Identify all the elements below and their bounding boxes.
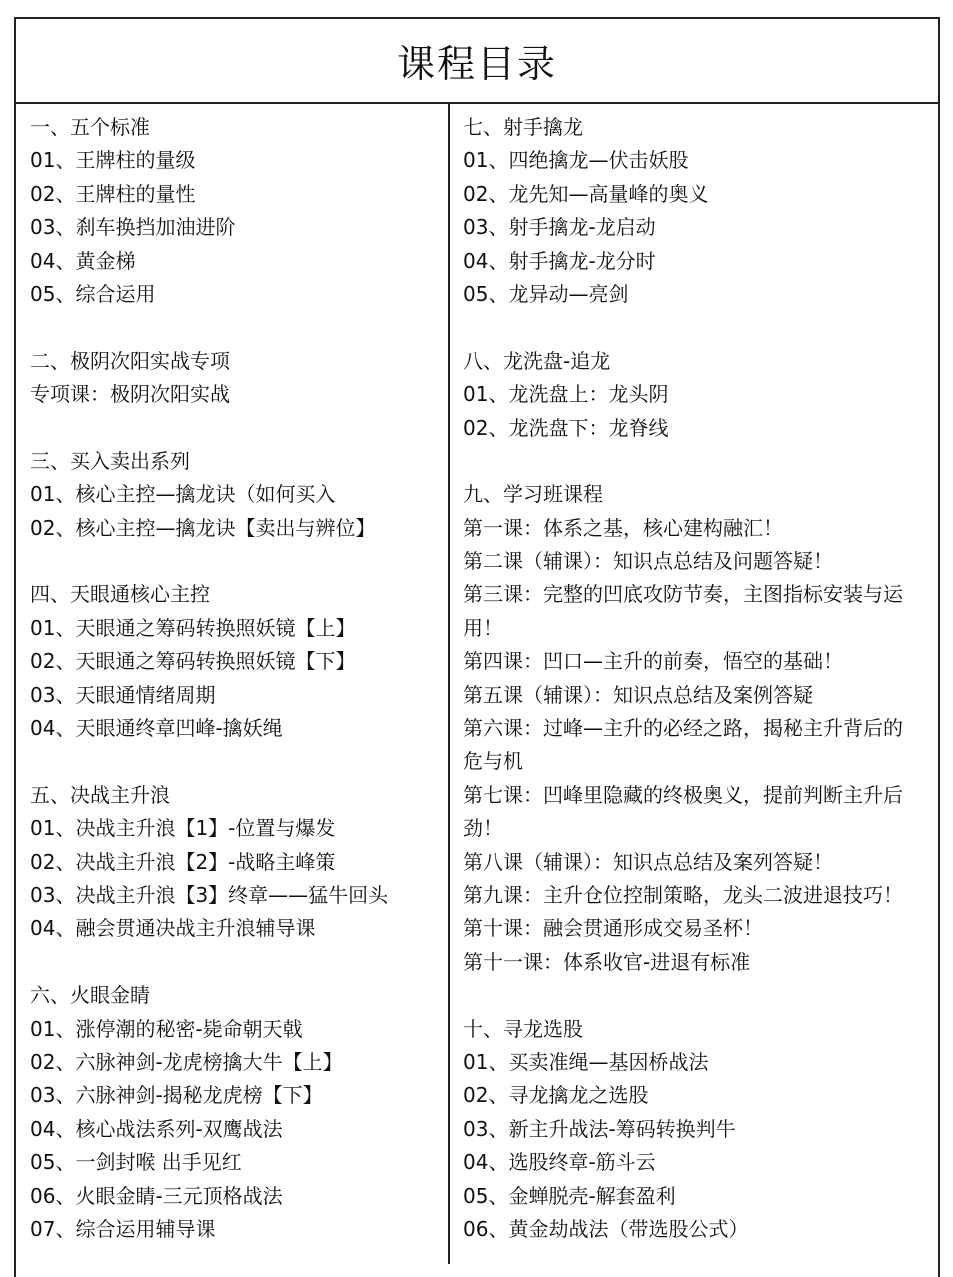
catalog-line: 九、学习班课程 <box>463 482 603 507</box>
catalog-line: 01、天眼通之筹码转换照妖镜【上】 <box>30 615 356 640</box>
spacer <box>463 445 931 478</box>
catalog-line: 七、射手擒龙 <box>463 115 583 139</box>
catalog-line: 02、六脉神剑-龙虎榜擒大牛【上】 <box>30 1049 343 1074</box>
catalog-line: 03、天眼通情绪周期 <box>30 682 216 707</box>
catalog-line: 06、火眼金睛-三元顶格战法 <box>30 1183 283 1208</box>
left-column <box>30 111 440 1246</box>
catalog-line: 03、新主升战法-筹码转换判牛 <box>463 1116 736 1141</box>
catalog-line: 第十一课：体系收官-进退有标准 <box>463 949 751 974</box>
catalog-line: 03、刹车换挡加油进阶 <box>30 215 236 240</box>
catalog-line: 第十课：融会贯通形成交易圣杯！ <box>463 916 763 941</box>
spacer <box>30 946 440 979</box>
catalog-line: 04、选股终章-筋斗云 <box>463 1150 656 1175</box>
catalog-line: 07、综合运用辅导课 <box>30 1216 216 1241</box>
catalog-line: 二、极阴次阳实战专项 <box>30 348 230 373</box>
catalog-line: 02、核心主控—擒龙诀【卖出与辨位】 <box>30 515 376 540</box>
catalog-line: 用！ <box>463 615 503 640</box>
catalog-line: 第五课（辅课）：知识点总结及案例答疑 <box>463 682 813 707</box>
catalog-line: 十、寻龙选股 <box>463 1016 583 1041</box>
spacer <box>30 745 440 778</box>
catalog-line: 第三课：完整的凹底攻防节奏，主图指标安装与运 <box>463 582 903 607</box>
catalog-line: 03、六脉神剑-揭秘龙虎榜【下】 <box>30 1083 323 1108</box>
catalog-line: 06、黄金劫战法（带选股公式） <box>463 1216 749 1241</box>
catalog-line: 01、核心主控—擒龙诀（如何买入 <box>30 482 336 507</box>
catalog-line: 第四课：凹口—主升的前奏，悟空的基础！ <box>463 649 843 674</box>
catalog-line: 第六课：过峰—主升的必经之路，揭秘主升背后的 <box>463 716 903 741</box>
spacer <box>30 545 440 578</box>
catalog-line: 01、涨停潮的秘密-毙命朝天戟 <box>30 1016 303 1041</box>
catalog-line: 05、一剑封喉 出手见红 <box>30 1150 242 1175</box>
catalog-line: 六、火眼金睛 <box>30 983 150 1008</box>
catalog-line: 五、决战主升浪 <box>30 782 170 807</box>
catalog-line: 05、龙异动—亮剑 <box>463 281 629 306</box>
catalog-line: 第二课（辅课）：知识点总结及问题答疑！ <box>463 549 833 574</box>
catalog-line: 03、射手擒龙-龙启动 <box>463 215 656 240</box>
catalog-line: 01、王牌柱的量级 <box>30 148 196 173</box>
catalog-line: 一、五个标准 <box>30 115 150 139</box>
catalog-line: 三、买入卖出系列 <box>30 448 190 473</box>
catalog-line: 05、金蝉脱壳-解套盈利 <box>463 1183 676 1208</box>
catalog-line: 第七课：凹峰里隐藏的终极奥义，提前判断主升后 <box>463 782 903 807</box>
spacer <box>30 311 440 344</box>
spacer <box>463 979 931 1012</box>
page-title: 课程目录 <box>396 42 557 86</box>
catalog-line: 01、决战主升浪【1】-位置与爆发 <box>30 816 336 841</box>
catalog-line: 04、天眼通终章凹峰-擒妖绳 <box>30 716 283 741</box>
catalog-line: 03、决战主升浪【3】终章——猛牛回头 <box>30 882 389 907</box>
catalog-frame <box>14 17 940 1277</box>
catalog-line: 劲！ <box>463 816 503 841</box>
catalog-line: 04、黄金梯 <box>30 248 136 273</box>
spacer <box>30 412 440 445</box>
catalog-line: 04、融会贯通决战主升浪辅导课 <box>30 916 316 941</box>
catalog-line: 01、四绝擒龙—伏击妖股 <box>463 148 689 173</box>
catalog-line: 01、龙洗盘上：龙头阴 <box>463 382 669 407</box>
catalog-line: 八、龙洗盘-追龙 <box>463 348 611 373</box>
catalog-line: 02、龙先知—高量峰的奥义 <box>463 181 709 206</box>
catalog-line: 四、天眼通核心主控 <box>30 582 210 607</box>
catalog-line: 02、天眼通之筹码转换照妖镜【下】 <box>30 649 356 674</box>
catalog-line: 危与机 <box>463 749 523 774</box>
catalog-line: 专项课：极阴次阳实战 <box>30 382 230 407</box>
catalog-line: 02、龙洗盘下：龙脊线 <box>463 415 669 440</box>
catalog-line: 05、综合运用 <box>30 281 156 306</box>
catalog-line: 04、射手擒龙-龙分时 <box>463 248 656 273</box>
catalog-line: 第一课：体系之基，核心建构融汇！ <box>463 515 783 540</box>
catalog-line: 02、决战主升浪【2】-战略主峰策 <box>30 849 336 874</box>
catalog-line: 第九课：主升仓位控制策略，龙头二波进退技巧！ <box>463 882 903 907</box>
catalog-line: 02、王牌柱的量性 <box>30 181 196 206</box>
column-divider <box>448 104 450 1264</box>
spacer <box>463 311 931 344</box>
catalog-line: 04、核心战法系列-双鹰战法 <box>30 1116 283 1141</box>
title-row <box>16 19 938 104</box>
catalog-line: 第八课（辅课）：知识点总结及案列答疑！ <box>463 849 833 874</box>
catalog-line: 01、买卖准绳—基因桥战法 <box>463 1049 709 1074</box>
catalog-line: 02、寻龙擒龙之选股 <box>463 1083 649 1108</box>
right-column <box>463 111 931 1246</box>
